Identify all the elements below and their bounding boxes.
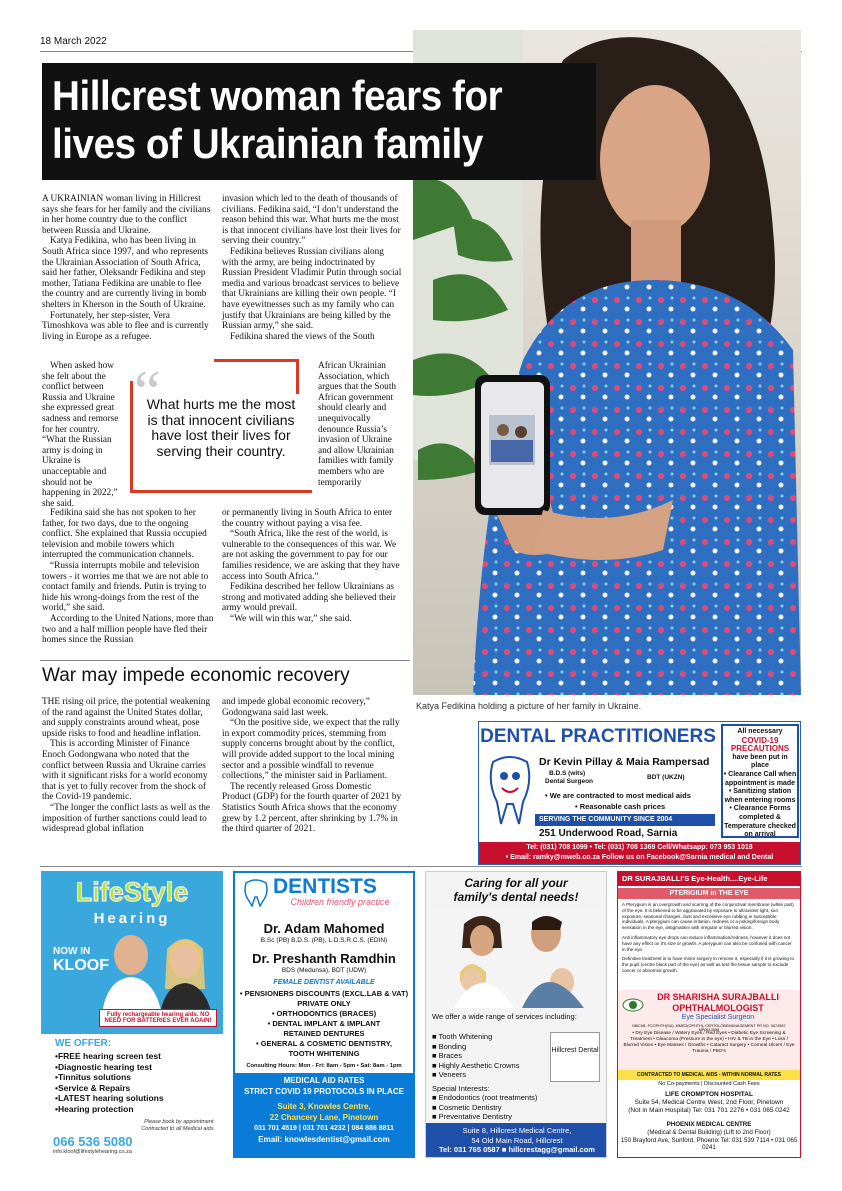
section-rule: [40, 660, 410, 661]
story-column-2-wrap: [318, 361, 404, 488]
hospital-phone[interactable]: (Not in Main Hospital) Tel: 031 701 2276 • 031 065 0242: [628, 1106, 790, 1114]
ad-title-1: Caring for all your: [464, 876, 568, 890]
paragraph: A UKRAINIAN woman living in Hillcrest says she fears for her family and the civilians in her home country due to the conflict between Russia and Ukraine.: [42, 194, 211, 236]
ad-brand-sub: Hearing: [93, 910, 171, 927]
ad-email[interactable]: info.kloof@lifestylehearing.co.za: [53, 1149, 132, 1155]
paragraph: African Ukrainian Association, which argues that the South African government should clearly and unequivocally denounce Russia’s invasion of Ukraine and allow Ukrainian families with family members who are temporarily: [318, 361, 397, 488]
list-item: ■ Cosmetic Dentistry: [432, 1102, 502, 1112]
ad-address-2: 22 Chancery Lane, Pinetown: [269, 1113, 379, 1122]
list-item: •Service & Repairs: [55, 1082, 131, 1093]
paragraph: When asked how she felt about the conflict between Russia and Ukraine she expressed great sadness and remorse for her country. “What the Russian army is doing in Ukraine is unacceptable and should not be happening in 2022,” she said.: [42, 361, 119, 509]
paragraph: Katya Fedikina, who has been living in South Africa since 1997, and who represents the Ukrainian Association of South Africa, said her father, Oleksandr Fedikina and step mother, Tatiana Fedikina are unable to flee the country and are currently living in bomb shelters in Kherson in the South of Ukraine.: [42, 236, 209, 310]
story-column-1-lower: [42, 508, 214, 646]
paragraph: invasion which led to the death of thousands of civilians. Fedikina said, “I don’t understand the reason behind this war. What hurts me the most is that innocent civilians have lost their lives for serving their country.”: [222, 194, 401, 247]
ad-dental-practitioners[interactable]: [478, 721, 801, 865]
paragraph: “We will win this war,” she said.: [230, 613, 352, 624]
ad-bullet: • Reasonable cash prices: [575, 802, 666, 811]
paragraph: Fortunately, her step-sister, Vera Timoshkova was able to flee and is currently living in Europe as a refugee.: [42, 310, 209, 342]
ad-contact-bar: [479, 842, 800, 864]
ad-offer: We offer a wide range of services including:: [432, 1012, 577, 1021]
paragraph: “South Africa, like the rest of the world, is vulnerable to the consequences of this war. We are not asking the government to pay for our families residence, we are asking that they have access into South Africa.”: [222, 529, 400, 582]
ad-since-banner: SERVING THE COMMUNITY SINCE 2004: [535, 814, 715, 826]
ad-qualification: B.D.S (wits): [549, 770, 586, 777]
ad-phone: Tel: (031) 708 1099 • Tel: (031) 708 1369 Cell/Whatsapp: 073 953 1018: [526, 844, 753, 851]
paragraph: and impede global economic recovery,” Godongwana said last week.: [222, 697, 370, 718]
ad-dentist-names: Dr Kevin Pillay & Maia Rampersad: [539, 756, 710, 768]
ad-eye-health[interactable]: [617, 871, 801, 1158]
list-item: •FREE hearing screen test: [55, 1051, 161, 1061]
ad-phone[interactable]: Tel: 031 765 0587 ■ hillcrestagg@gmail.com: [439, 1145, 595, 1154]
pullquote-border: [130, 490, 312, 493]
ad-address-1: Suite 3, Knowles Centre,: [277, 1102, 371, 1111]
paragraph: Anti inflammatory eye drops can reduce inflammation/redness, however it does not have any effect on it's size or growth. A pterygium can also be confused with cancer in the eye.: [622, 934, 792, 952]
photo-caption: Katya Fedikina holding a picture of her family in Ukraine.: [416, 701, 642, 711]
ad-services: [235, 989, 413, 1059]
paragraph: Fedikina believes Russian civilians along with the army, are being indoctrinated by Russian President Vladimir Putin through social media and various broadcast services to believe that Ukrainians are killing their own people. “I have eyewitnesses such as my family who can justify that Ukrainians are being killed by the Russian army,” she said.: [222, 246, 402, 332]
ad-rates: MEDICAL AID RATES: [283, 1076, 365, 1085]
covid-line: PRECAUTIONS: [730, 744, 790, 754]
ad-doctor-1: Dr. Adam Mahomed: [263, 921, 385, 936]
story-column-2: [222, 194, 402, 342]
ad-bullet: • We are contracted to most medical aids: [545, 791, 691, 800]
paragraph: “The longer the conflict lasts as well as the imposition of further sanctions could lead to widespread global inflation: [42, 802, 211, 835]
covid-line: • Clearance Call when appointment is made: [723, 770, 797, 787]
covid-line: All necessary: [737, 728, 783, 735]
paragraph: According to the United Nations, more than two and a half million people have fled their homes since the Russian: [42, 613, 214, 646]
hospital-name: PHOENIX MEDICAL CENTRE: [666, 1121, 752, 1128]
ad-copay: No Co-payments | Discounted Cash Fees: [658, 1081, 760, 1087]
story-column-1: [42, 194, 214, 342]
paragraph: Fedikina described her fellow Ukrainians as strong and motivated adding she believed their army would prevail.: [222, 582, 397, 614]
paragraph: or permanently living in South Africa to enter the country without paying a visa fee.: [222, 508, 393, 529]
story2-column-2: [222, 697, 402, 835]
ad-lifestyle-hearing[interactable]: [41, 871, 223, 1158]
list-item: RETAINED DENTURES: [283, 1029, 365, 1038]
list-item: • GENERAL & COSMETIC DENTISTRY,: [256, 1039, 392, 1048]
list-item: TOOTH WHITENING: [288, 1049, 360, 1058]
ad-location-2: [618, 1121, 800, 1152]
ad-now-in: NOW IN: [53, 946, 91, 957]
story2-column-1: [42, 697, 214, 835]
ad-footer: [235, 1073, 413, 1158]
ad-location-1: [618, 1091, 800, 1114]
list-item: •Diagnostic hearing test: [55, 1061, 152, 1072]
list-item: • PENSIONERS DISCOUNTS (EXCL.LAB & VAT): [239, 989, 409, 998]
paragraph: A Pterygium is an overgrowth and scarring of the conjunctival membrane (white part) of the eye. It is believed to be aggravated by exposure to ultraviolet light, sun exposure, seasonal changes, dust and excessive eye rubbing in susceptible individuals. A pterygium can cause irritation, redness or a poking/foreign body sensation in the eye, astigmatism with irregular or blurred vision.: [622, 902, 794, 931]
ad-medical-aids: Contracted to all Medical aids.: [141, 1126, 215, 1132]
hospital-phone[interactable]: 150 Brayford Ave, Sunford, Phoenix Tel: 031 539 7114 • 031 065 0241: [620, 1136, 798, 1152]
ad-title: DENTISTS: [273, 875, 377, 898]
ad-dentists[interactable]: [233, 871, 415, 1158]
ad-email: • Email: ramky@mweb.co.za Follow us on Facebook@Sarnia medical and Dental: [505, 854, 774, 861]
ad-special-heading: Special Interests:: [432, 1084, 490, 1093]
ad-phone[interactable]: 066 536 5080: [53, 1134, 133, 1149]
ad-address-2: 54 Old Main Road, Hillcrest: [471, 1135, 563, 1145]
ad-body: [622, 902, 796, 974]
pullquote: What hurts me the most is that innocent civilians have lost their lives for serving their country.: [146, 396, 296, 459]
paragraph: This is according Minister of Finance Enoch Godongwana who noted that the conflict between Russia and Ukraine carries with it significant risks for a world economy that is yet to fully recover from the shock of the Covid-19 pandemic.: [42, 739, 208, 803]
ad-doctor-2-quals: BDS (Medunsa), BDT (UDW): [281, 967, 367, 974]
ad-subtitle: Children friendly practice: [290, 897, 390, 907]
hospital-name: LIFE CROMPTON HOSPITAL: [665, 1091, 753, 1098]
ad-qualification: Dental Surgeon: [545, 778, 594, 785]
ad-specialty-sub: Eye Specialist Surgeon: [681, 1014, 755, 1021]
list-item: •Tinnitus solutions: [55, 1072, 132, 1082]
issue-date: 18 March 2022: [40, 36, 107, 47]
list-item: •LATEST hearing solutions: [55, 1093, 164, 1103]
ad-covid: STRICT COVID 19 PROTOCOLS IN PLACE: [244, 1087, 404, 1096]
ad-title: DENTAL PRACTITIONERS: [480, 726, 716, 747]
headline: [52, 72, 549, 168]
covid-line: have been put in place: [732, 753, 788, 770]
ad-qualifications: MBChB; FCOPHTH(SA); MMED(OPHTH); CERTGLOBEMANAGEMENT PR NO. 0674587 MP0613558: [632, 1024, 786, 1032]
headline-line-2: lives of Ukrainian family: [52, 120, 483, 167]
ad-doctor-name: DR SHARISHA SURAJBALLI: [657, 992, 779, 1002]
hospital-address: (Medical & Dental Building) (Lift to 2nd Floor): [647, 1128, 771, 1136]
ad-hillcrest-dental[interactable]: [425, 871, 607, 1158]
ad-services: [432, 1032, 519, 1080]
section-rule: [40, 866, 802, 867]
pullquote-border: [296, 359, 299, 394]
quote-mark-icon: “: [134, 359, 161, 425]
ad-female-dentist: FEMALE DENTIST AVAILABLE: [273, 979, 375, 986]
ad-contracted: CONTRACTED TO MEDICAL AIDS - WITHIN NORMAL RATES: [618, 1070, 800, 1080]
ad-footer: [426, 1123, 607, 1158]
hospital-address: Suite 54, Medical Centre West, 2nd Floor, Pinetown: [634, 1098, 784, 1106]
list-item: ■ Veneers: [432, 1070, 467, 1079]
list-item: ■ Preventative Dentistry: [432, 1112, 512, 1121]
ad-doctor-2: Dr. Preshanth Ramdhin: [252, 951, 396, 966]
list-item: ■ Braces: [432, 1051, 462, 1060]
covid-line: • Sanitizing station when entering rooms: [724, 788, 796, 804]
ad-phone[interactable]: 031 701 4519 | 031 701 4232 | 084 886 8811: [254, 1125, 394, 1132]
list-item: ■ Highly Aesthetic Crowns: [432, 1060, 520, 1070]
ad-appointment: Please book by appointment.: [144, 1119, 215, 1125]
ad-title-2: family's dental needs!: [453, 890, 579, 904]
paragraph: Fedikina said she has not spoken to her father, for two days, due to the ongoing conflict. She explained that Russia occupied television and mobile towers which interrupted the communication channels.: [42, 508, 207, 561]
list-item: • ORTHODONTICS (BRACES): [271, 1009, 377, 1018]
tooth-icon: [241, 877, 271, 907]
list-item: PRIVATE ONLY: [297, 999, 351, 1008]
ad-location: KLOOF: [53, 957, 109, 974]
ad-offer-list: [55, 1051, 164, 1114]
headline-line-1: Hillcrest woman fears for: [52, 72, 503, 119]
paragraph: The recently released Gross Domestic Product (GDP) for the fourth quarter of 2021 by Statistics South Africa shows that the economy grew by 1.2 percent, after shrinking by 1.7% in the third quarter of 2021.: [222, 781, 402, 835]
list-item: • DENTAL IMPLANT & IMPLANT: [267, 1019, 381, 1028]
story2-headline: War may impede economic recovery: [42, 665, 350, 686]
list-item: ■ Bonding: [432, 1041, 467, 1051]
ad-brand: LifeStyle: [75, 877, 189, 907]
ad-top-banner: DR SURAJBALLI'S Eye-Health....Eye-Life: [618, 872, 800, 886]
ad-specialty: OPHTHALMOLOGIST: [672, 1003, 764, 1013]
paragraph: Definitive treatment is to have minor surgery to remove it, especially if it is growing to the pupil (centre black part of the eye) as well as test the tissue sample to exclude cancer or abnormal growth.: [622, 956, 795, 973]
paragraph: THE rising oil price, the potential weakening of the rand against the United States dollar, and supply constraints around wheat, pose upside risks to food and headline inflation.: [42, 697, 211, 739]
ad-offer: WE OFFER:: [55, 1038, 112, 1049]
paragraph: “Russia interrupts mobile and television towers - it worries me that we are not able to contact family and friends. Putin is trying to hide his wrong-doings from the rest of the world,” she said.: [42, 560, 209, 614]
paragraph: Fedikina shared the views of the South: [230, 331, 375, 342]
paragraph: “On the positive side, we expect that the rally in export commodity prices, stemming from supply concerns brought about by the conflict, will provide added support to the local mining sector and a possible windfall to revenue collections,” the minister said in Parliament.: [222, 718, 400, 782]
ad-bubble: Fully rechargeable hearing aids. NO NEED FOR BATTERIES EVER AGAIN!: [99, 1009, 217, 1027]
tooth-mascot-icon: [485, 752, 535, 830]
story-column-2-lower: [222, 508, 402, 625]
ad-qualification: BDT (UKZN): [647, 774, 685, 781]
list-item: ■ Endodontics (root treatments): [432, 1093, 538, 1102]
ad-logo: Hillcrest Dental: [550, 1032, 600, 1082]
ad-address-1: Suite 8, Hillcrest Medical Centre,: [462, 1126, 572, 1135]
covid-line: • Clearance Forms completed & Temperature checked on arrival: [724, 805, 796, 839]
ad-interests: [432, 1093, 537, 1122]
ad-conditions: • Dry Eye Disease / Watery Eyes / Red Eyes • Diabetic Eye Screening & Treatment • Glaucoma (Pressure in the eye) • HIV & TB in the Eye • Loss / Blurred Vision • Eye Masses / Growths • Cataract Surgery • Corneal Ulcers / Eye Trauma / FBO's: [623, 1031, 795, 1054]
ad-family-photo: [434, 908, 600, 1008]
ad-couple-photo: [93, 929, 223, 1021]
pullquote-border: [130, 381, 133, 493]
list-item: •Hearing protection: [55, 1103, 134, 1114]
covid-line: COVID-19: [741, 735, 779, 745]
ad-email[interactable]: Email: knowlesdentist@gmail.com: [258, 1135, 390, 1144]
ad-address: 251 Underwood Road, Sarnia: [539, 828, 678, 839]
list-item: ■ Tooth Whitening: [432, 1032, 493, 1041]
story-column-1-wrap: [42, 361, 122, 509]
ad-doctor-1-quals: B.Sc (PB) B.D.S. (PB), L.D.S.R.C.S. (EDIN): [260, 937, 388, 944]
ad-topic: PTERIGIUM in THE EYE: [618, 888, 800, 899]
pullquote-border: [214, 359, 299, 362]
ad-covid-box: [721, 724, 799, 838]
ad-hours: Consulting Hours: Mon - Fri: 8am - 5pm • Sat: 8am - 1pm: [246, 1063, 402, 1069]
